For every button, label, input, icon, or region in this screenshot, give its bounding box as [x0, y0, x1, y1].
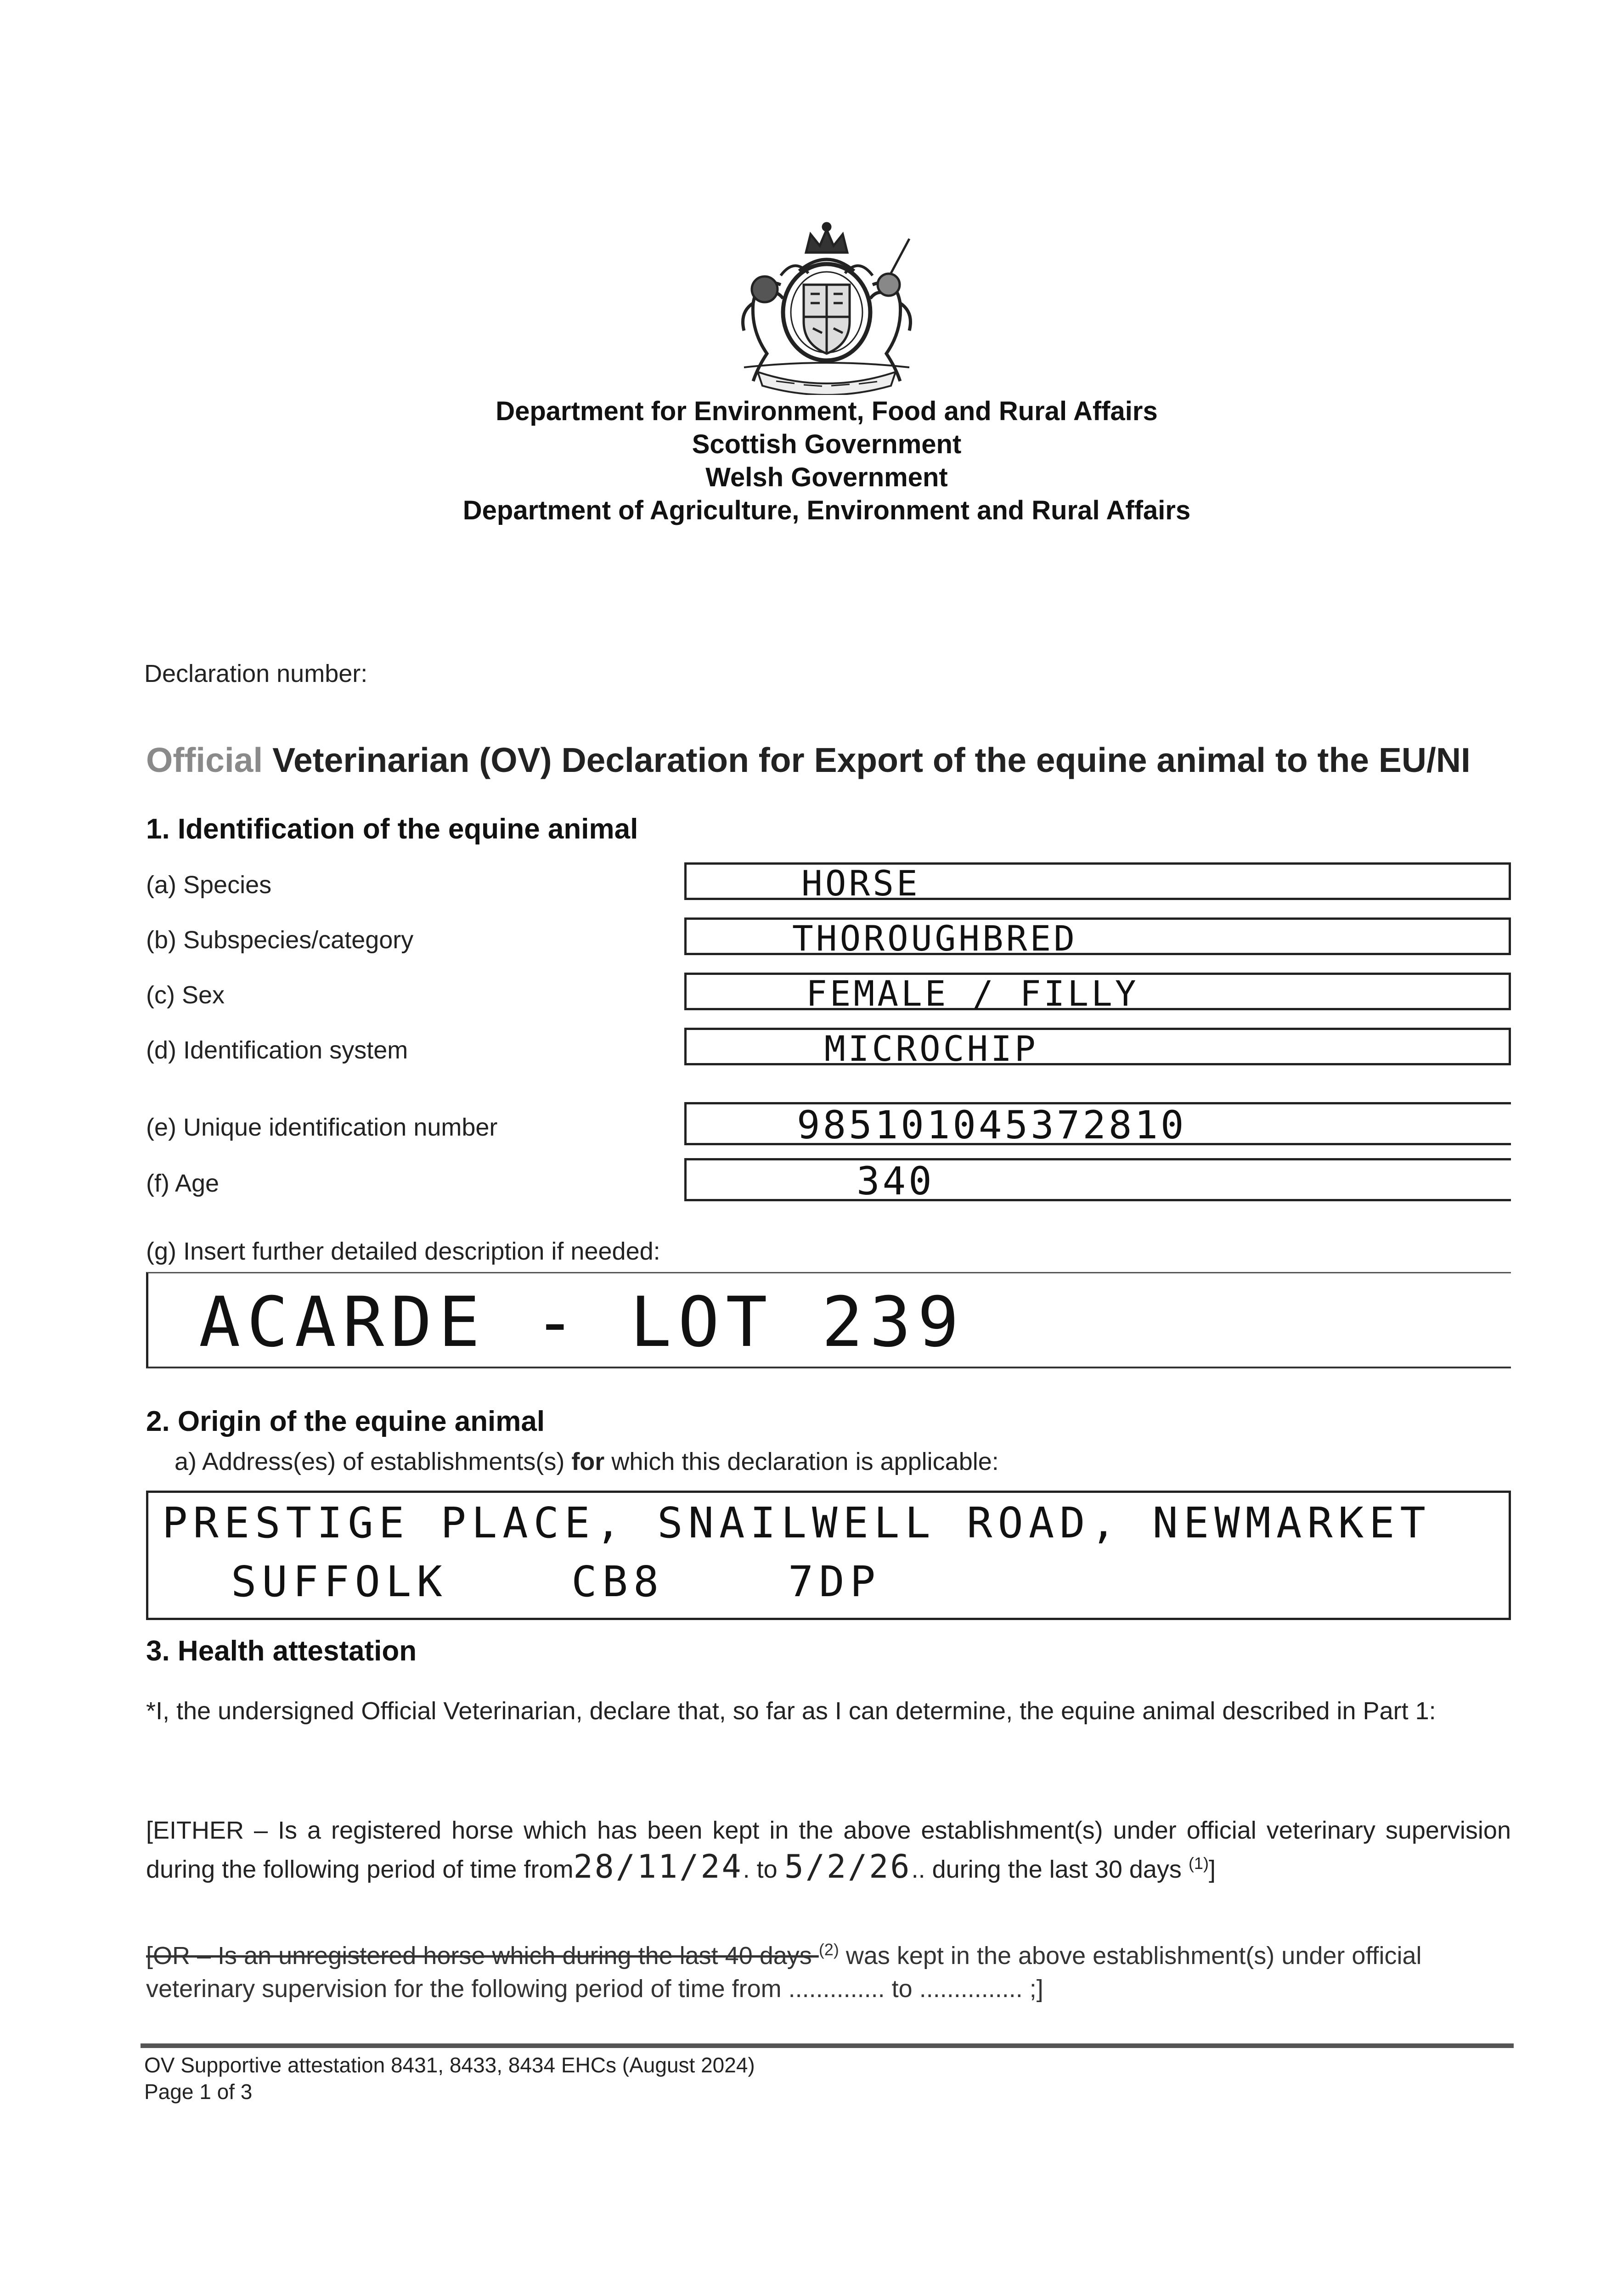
subspecies-field[interactable] — [684, 917, 1511, 959]
species-label: (a) Species — [146, 871, 272, 899]
species-field[interactable] — [684, 862, 1511, 904]
department-name: Department for Environment, Food and Rural Affairs — [496, 396, 1158, 426]
section-1-heading: 1. Identification of the equine animal — [146, 813, 638, 845]
date-from-value[interactable]: 28/11/24 — [573, 1848, 743, 1885]
either-text-1: [EITHER – Is a registered horse which has been kept in the above establishment(s) under official veterinary supervision during the following period of time from — [146, 1817, 1511, 1883]
title-rest: Veterinarian (OV) Declaration for Export of the equine animal to the EU/NI — [263, 741, 1471, 779]
or-clause-struck — [146, 1933, 1511, 2005]
either-text-4: ] — [1208, 1856, 1216, 1883]
declaration-number-label: Declaration number: — [144, 660, 368, 687]
footnote-ref-1: (1) — [1188, 1854, 1209, 1873]
identification-system-value: MICROCHIP — [824, 1028, 1038, 1069]
unique-id-value: 985101045372810 — [797, 1103, 1187, 1148]
identification-system-label: (d) Identification system — [146, 1036, 408, 1064]
department-name: Department of Agriculture, Environment and Rural Affairs — [462, 495, 1191, 525]
section-2-heading: 2. Origin of the equine animal — [146, 1406, 545, 1437]
subspecies-value: THOROUGHBRED — [792, 918, 1078, 959]
address-label-bold: for — [571, 1448, 605, 1475]
royal-coat-of-arms-emblem — [726, 220, 928, 395]
health-attestation-intro: *I, the undersigned Official Veterinarian, declare that, so far as I can determine, the equine animal described in Part 1: — [146, 1697, 1436, 1725]
either-text-3: .. during the last 30 days — [911, 1856, 1189, 1883]
or-text-2: was kept in the above establishment(s) under official veterinary supervision for the following period of time from .............. to ............... ;] — [146, 1942, 1422, 2003]
sex-field[interactable] — [684, 973, 1511, 1014]
department-name: Welsh Government — [705, 462, 948, 492]
sex-label: (c) Sex — [146, 981, 225, 1009]
either-text-2: . to — [743, 1856, 784, 1883]
age-label: (f) Age — [146, 1170, 220, 1197]
address-field[interactable] — [146, 1491, 1511, 1620]
footer-divider — [141, 2043, 1514, 2048]
unique-id-field[interactable] — [684, 1102, 1511, 1148]
further-description-label: (g) Insert further detailed description if needed: — [146, 1238, 660, 1265]
address-line-2: SUFFOLK CB8 7DP — [231, 1557, 881, 1606]
age-value: 340 — [857, 1159, 935, 1204]
document-title — [146, 740, 1471, 780]
age-field[interactable] — [684, 1158, 1511, 1204]
identification-system-field[interactable] — [684, 1028, 1511, 1069]
either-clause — [146, 1814, 1511, 1886]
date-to-value[interactable]: 5/2/26 — [784, 1848, 912, 1885]
address-line-1: PRESTIGE PLACE, SNAILWELL ROAD, NEWMARKET — [162, 1498, 1431, 1548]
address-label-end: which this declaration is applicable: — [604, 1448, 999, 1475]
footer-form-reference: OV Supportive attestation 8431, 8433, 8434 EHCs (August 2024) — [144, 2053, 755, 2077]
footnote-ref-2: (2) — [818, 1940, 839, 1959]
or-text-1: [OR – Is an unregistered horse which during the last 40 days — [146, 1942, 819, 1970]
department-name: Scottish Government — [692, 429, 962, 459]
footer — [144, 2052, 755, 2105]
departments-block — [0, 395, 1623, 527]
section-3-heading: 3. Health attestation — [146, 1635, 417, 1667]
footer-page-number: Page 1 of 3 — [144, 2080, 253, 2104]
unique-id-label: (e) Unique identification number — [146, 1114, 498, 1141]
sex-value: FEMALE / FILLY — [806, 973, 1139, 1014]
title-faded-word: Official — [146, 741, 263, 779]
further-description-field[interactable] — [146, 1272, 1511, 1368]
address-label — [175, 1447, 999, 1476]
species-value: HORSE — [801, 863, 920, 904]
further-description-value: ACARDE - LOT 239 — [199, 1283, 965, 1362]
address-label-start: a) Address(es) of establishments(s) — [175, 1448, 572, 1475]
subspecies-label: (b) Subspecies/category — [146, 926, 414, 954]
